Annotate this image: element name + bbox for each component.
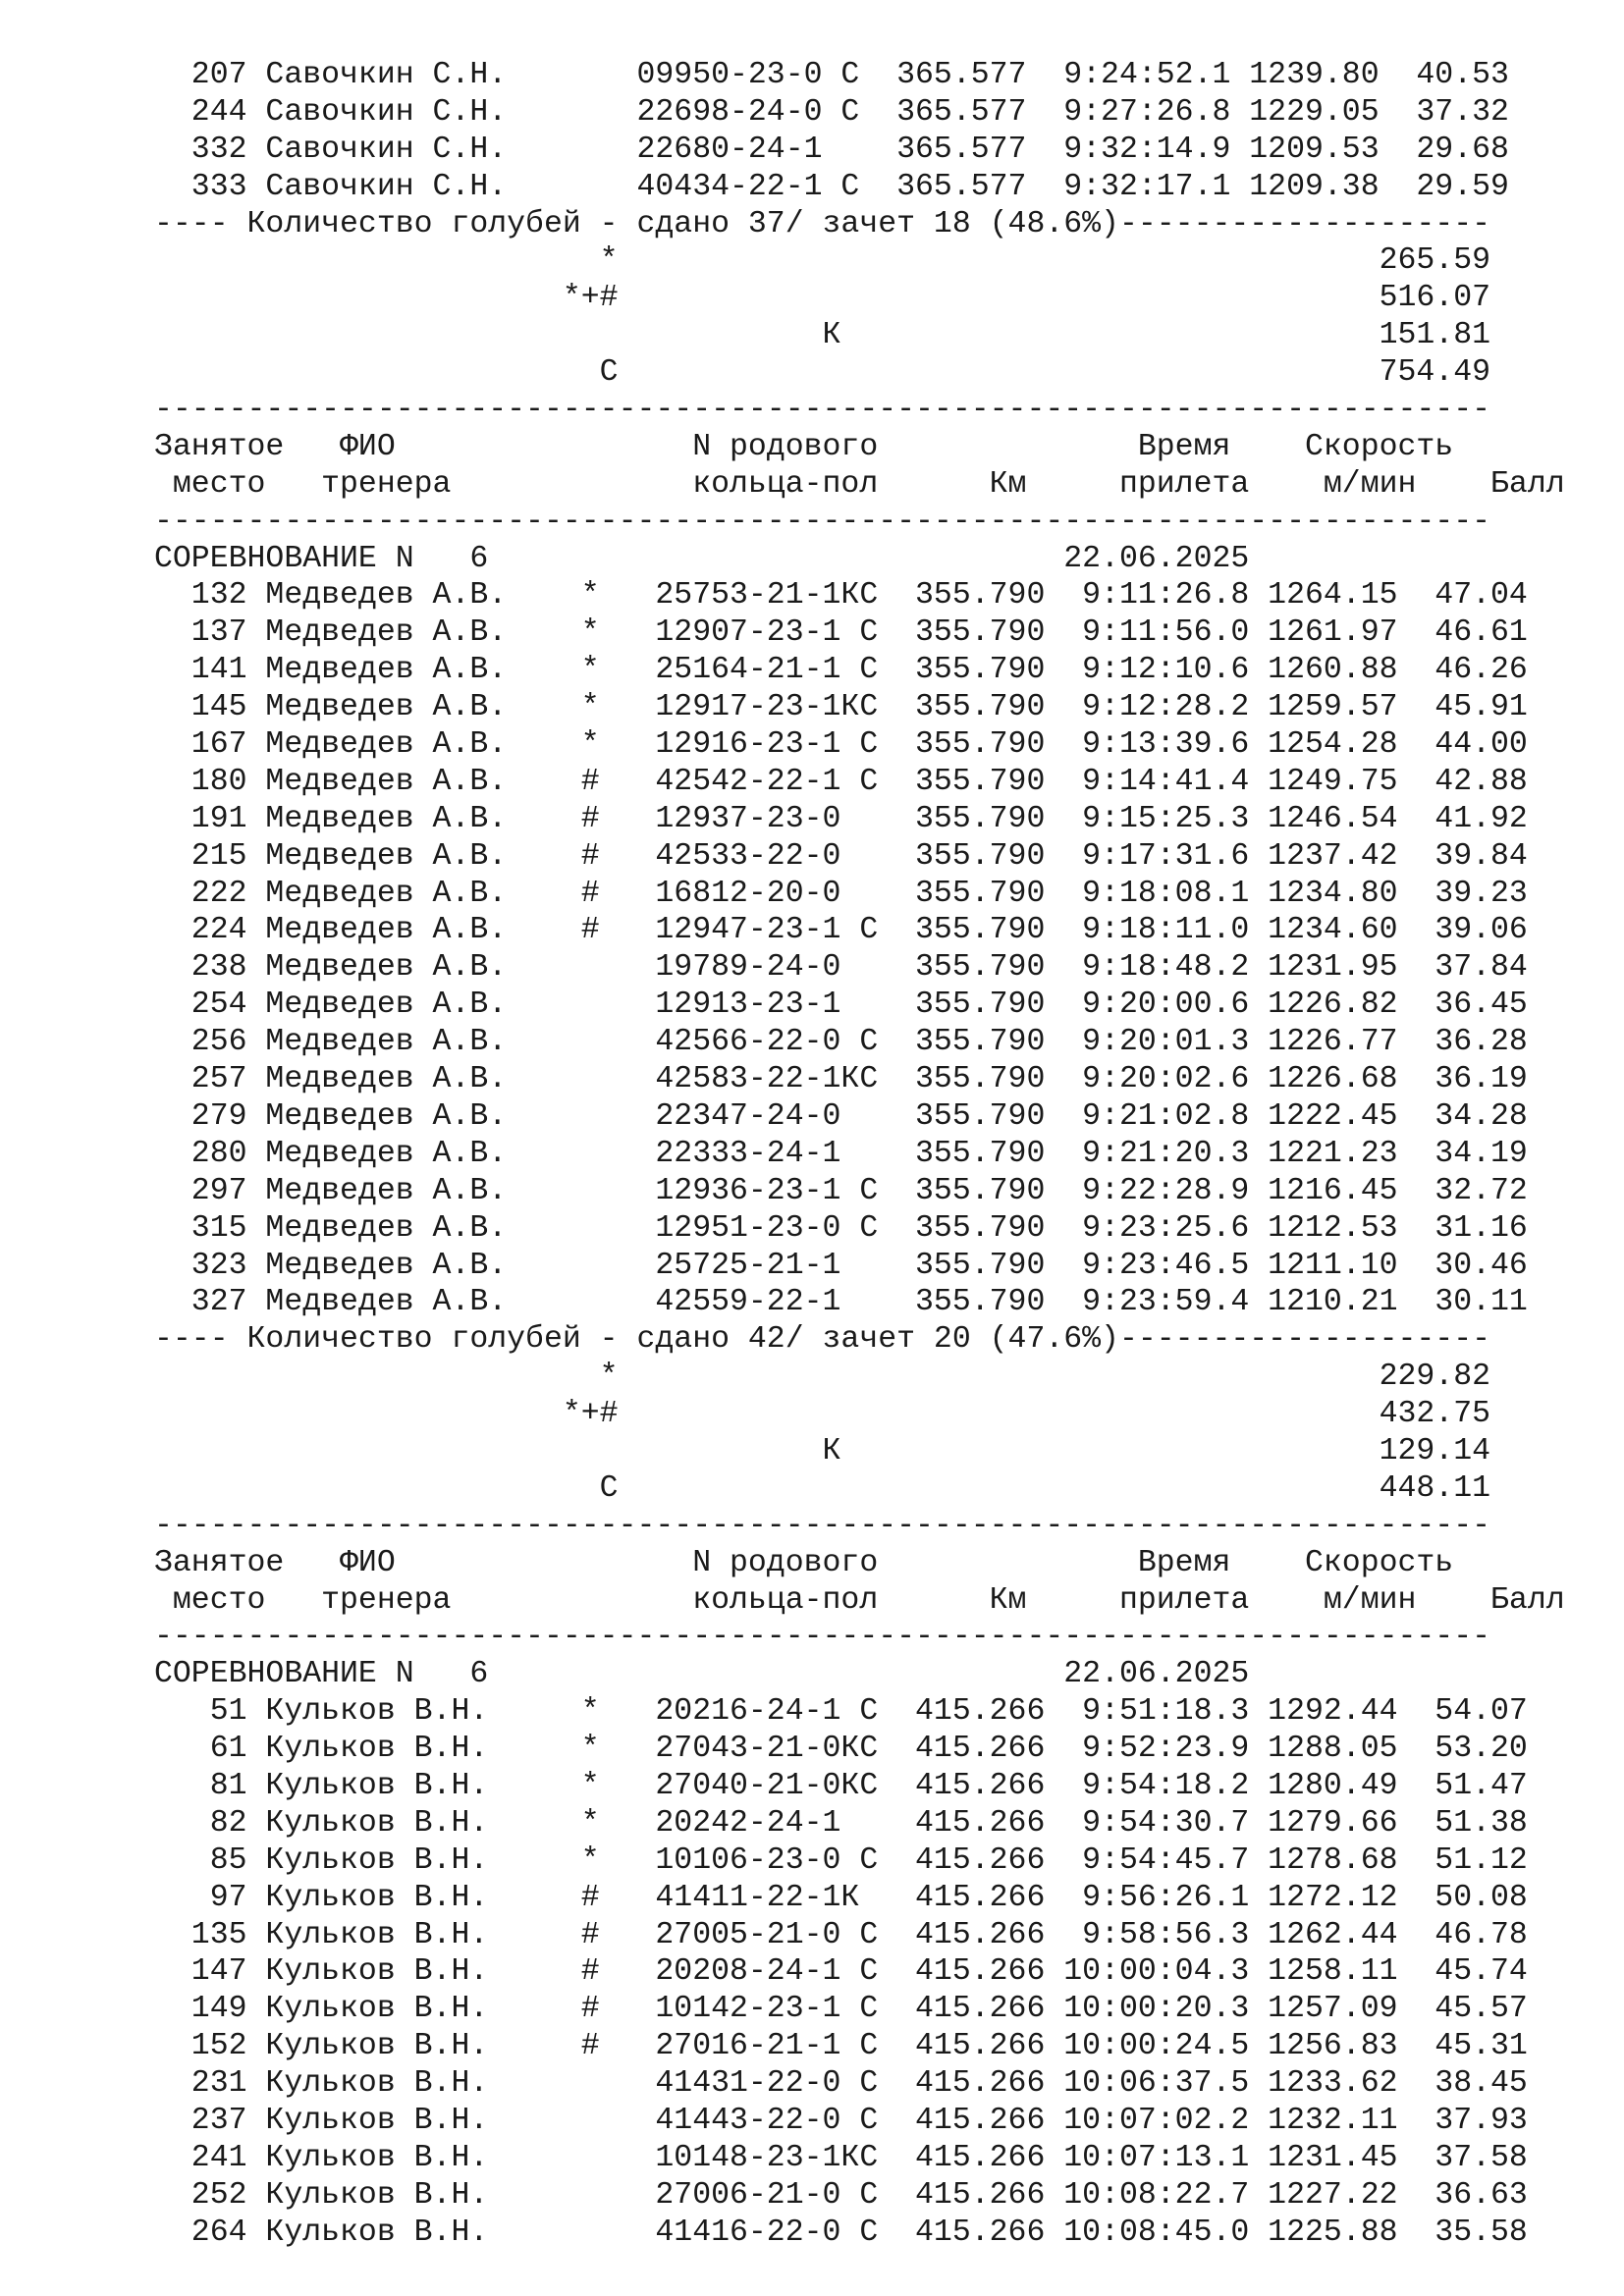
result-row: 224 Медведев А.В. # 12947-23-1 С 355.790 9:18:11.0 1234.60 39.06	[154, 913, 1528, 948]
separator-line: ------------------------------------------------------------------------	[154, 1620, 1491, 1655]
result-row: 51 Кульков В.Н. * 20216-24-1 С 415.266 9:51:18.3 1292.44 54.07	[154, 1694, 1528, 1730]
result-row: 241 Кульков В.Н. 10148-23-1КС 415.266 10:07:13.1 1231.45 37.58	[154, 2140, 1528, 2175]
result-row: 149 Кульков В.Н. # 10142-23-1 С 415.266 10:00:20.3 1257.09 45.57	[154, 1992, 1528, 2027]
result-row: 315 Медведев А.В. 12951-23-0 С 355.790 9:23:25.6 1212.53 31.16	[154, 1210, 1528, 1246]
result-row: 85 Кульков В.Н. * 10106-23-0 С 415.266 9:54:45.7 1278.68 51.12	[154, 1842, 1528, 1878]
summary-line: ---- Количество голубей - сдано 42/ зачет 20 (47.6%)--------------------	[154, 1322, 1491, 1358]
score-line: *+# 516.07	[154, 281, 1491, 316]
result-row: 81 Кульков В.Н. * 27040-21-0КС 415.266 9:54:18.2 1280.49 51.47	[154, 1768, 1528, 1803]
result-row: 231 Кульков В.Н. 41431-22-0 С 415.266 10:06:37.5 1233.62 38.45	[154, 2066, 1528, 2102]
column-header-line: Занятое ФИО N родового Время Скорость	[154, 429, 1454, 464]
result-row: 141 Медведев А.В. * 25164-21-1 С 355.790 9:12:10.6 1260.88 46.26	[154, 653, 1528, 688]
result-row: 215 Медведев А.В. # 42533-22-0 355.790 9:17:31.6 1237.42 39.84	[154, 838, 1528, 874]
result-row: 152 Кульков В.Н. # 27016-21-1 С 415.266 10:00:24.5 1256.83 45.31	[154, 2029, 1528, 2064]
separator-line: ------------------------------------------------------------------------	[154, 504, 1491, 539]
score-line: *+# 432.75	[154, 1397, 1491, 1432]
result-row: 147 Кульков В.Н. # 20208-24-1 С 415.266 10:00:04.3 1258.11 45.74	[154, 1954, 1528, 1990]
result-row: 137 Медведев А.В. * 12907-23-1 С 355.790 9:11:56.0 1261.97 46.61	[154, 615, 1528, 651]
result-row: 280 Медведев А.В. 22333-24-1 355.790 9:21:20.3 1221.23 34.19	[154, 1136, 1528, 1171]
result-row: 97 Кульков В.Н. # 41411-22-1К 415.266 9:56:26.1 1272.12 50.08	[154, 1880, 1528, 1915]
result-row: 297 Медведев А.В. 12936-23-1 С 355.790 9:22:28.9 1216.45 32.72	[154, 1173, 1528, 1208]
score-line: К 151.81	[154, 318, 1491, 353]
score-line: К 129.14	[154, 1433, 1491, 1468]
result-row: 82 Кульков В.Н. * 20242-24-1 415.266 9:54:30.7 1279.66 51.38	[154, 1805, 1528, 1841]
results-document	[154, 57, 1588, 2252]
score-line: С 448.11	[154, 1470, 1491, 1506]
result-row: 167 Медведев А.В. * 12916-23-1 С 355.790 9:13:39.6 1254.28 44.00	[154, 727, 1528, 763]
result-row: 333 Савочкин С.Н. 40434-22-1 С 365.577 9:32:17.1 1209.38 29.59	[154, 169, 1509, 204]
result-row: 279 Медведев А.В. 22347-24-0 355.790 9:21:02.8 1222.45 34.28	[154, 1098, 1528, 1134]
result-row: 237 Кульков В.Н. 41443-22-0 С 415.266 10:07:02.2 1232.11 37.93	[154, 2103, 1528, 2138]
result-row: 244 Савочкин С.Н. 22698-24-0 С 365.577 9:27:26.8 1229.05 37.32	[154, 94, 1509, 130]
result-row: 207 Савочкин С.Н. 09950-23-0 С 365.577 9:24:52.1 1239.80 40.53	[154, 58, 1509, 92]
result-row: 135 Кульков В.Н. # 27005-21-0 С 415.266 9:58:56.3 1262.44 46.78	[154, 1917, 1528, 1952]
column-header-line: место тренера кольца-пол Км прилета м/мин Балл	[154, 1582, 1565, 1618]
result-row: 61 Кульков В.Н. * 27043-21-0КС 415.266 9:52:23.9 1288.05 53.20	[154, 1732, 1528, 1767]
result-row: 145 Медведев А.В. * 12917-23-1КС 355.790 9:12:28.2 1259.57 45.91	[154, 690, 1528, 725]
separator-line: ------------------------------------------------------------------------	[154, 1508, 1491, 1543]
result-row: 180 Медведев А.В. # 42542-22-1 С 355.790 9:14:41.4 1249.75 42.88	[154, 764, 1528, 799]
result-row: 327 Медведев А.В. 42559-22-1 355.790 9:23:59.4 1210.21 30.11	[154, 1285, 1528, 1320]
column-header-line: место тренера кольца-пол Км прилета м/мин Балл	[154, 466, 1565, 502]
result-row: 332 Савочкин С.Н. 22680-24-1 365.577 9:32:14.9 1209.53 29.68	[154, 132, 1509, 167]
score-line: * 229.82	[154, 1360, 1491, 1395]
result-row: 323 Медведев А.В. 25725-21-1 355.790 9:23:46.5 1211.10 30.46	[154, 1248, 1528, 1283]
score-line: С 754.49	[154, 355, 1491, 391]
result-row: 252 Кульков В.Н. 27006-21-0 С 415.266 10:08:22.7 1227.22 36.63	[154, 2177, 1528, 2213]
result-row: 238 Медведев А.В. 19789-24-0 355.790 9:18:48.2 1231.95 37.84	[154, 950, 1528, 986]
result-row: 132 Медведев А.В. * 25753-21-1КС 355.790 9:11:26.8 1264.15 47.04	[154, 578, 1528, 614]
result-row: 191 Медведев А.В. # 12937-23-0 355.790 9:15:25.3 1246.54 41.92	[154, 801, 1528, 836]
competition-line: СОРЕВНОВАНИЕ N 6 22.06.2025	[154, 541, 1250, 576]
column-header-line: Занятое ФИО N родового Время Скорость	[154, 1545, 1454, 1580]
result-row: 222 Медведев А.В. # 16812-20-0 355.790 9:18:08.1 1234.80 39.23	[154, 876, 1528, 911]
score-line: * 265.59	[154, 243, 1491, 279]
separator-line: ------------------------------------------------------------------------	[154, 393, 1491, 428]
result-row: 264 Кульков В.Н. 41416-22-0 С 415.266 10:08:45.0 1225.88 35.58	[154, 2215, 1528, 2250]
summary-line: ---- Количество голубей - сдано 37/ зачет 18 (48.6%)--------------------	[154, 206, 1491, 241]
result-row: 257 Медведев А.В. 42583-22-1КС 355.790 9:20:02.6 1226.68 36.19	[154, 1062, 1528, 1097]
competition-line: СОРЕВНОВАНИЕ N 6 22.06.2025	[154, 1657, 1250, 1692]
result-row: 254 Медведев А.В. 12913-23-1 355.790 9:20:00.6 1226.82 36.45	[154, 988, 1528, 1023]
result-row: 256 Медведев А.В. 42566-22-0 С 355.790 9:20:01.3 1226.77 36.28	[154, 1025, 1528, 1060]
